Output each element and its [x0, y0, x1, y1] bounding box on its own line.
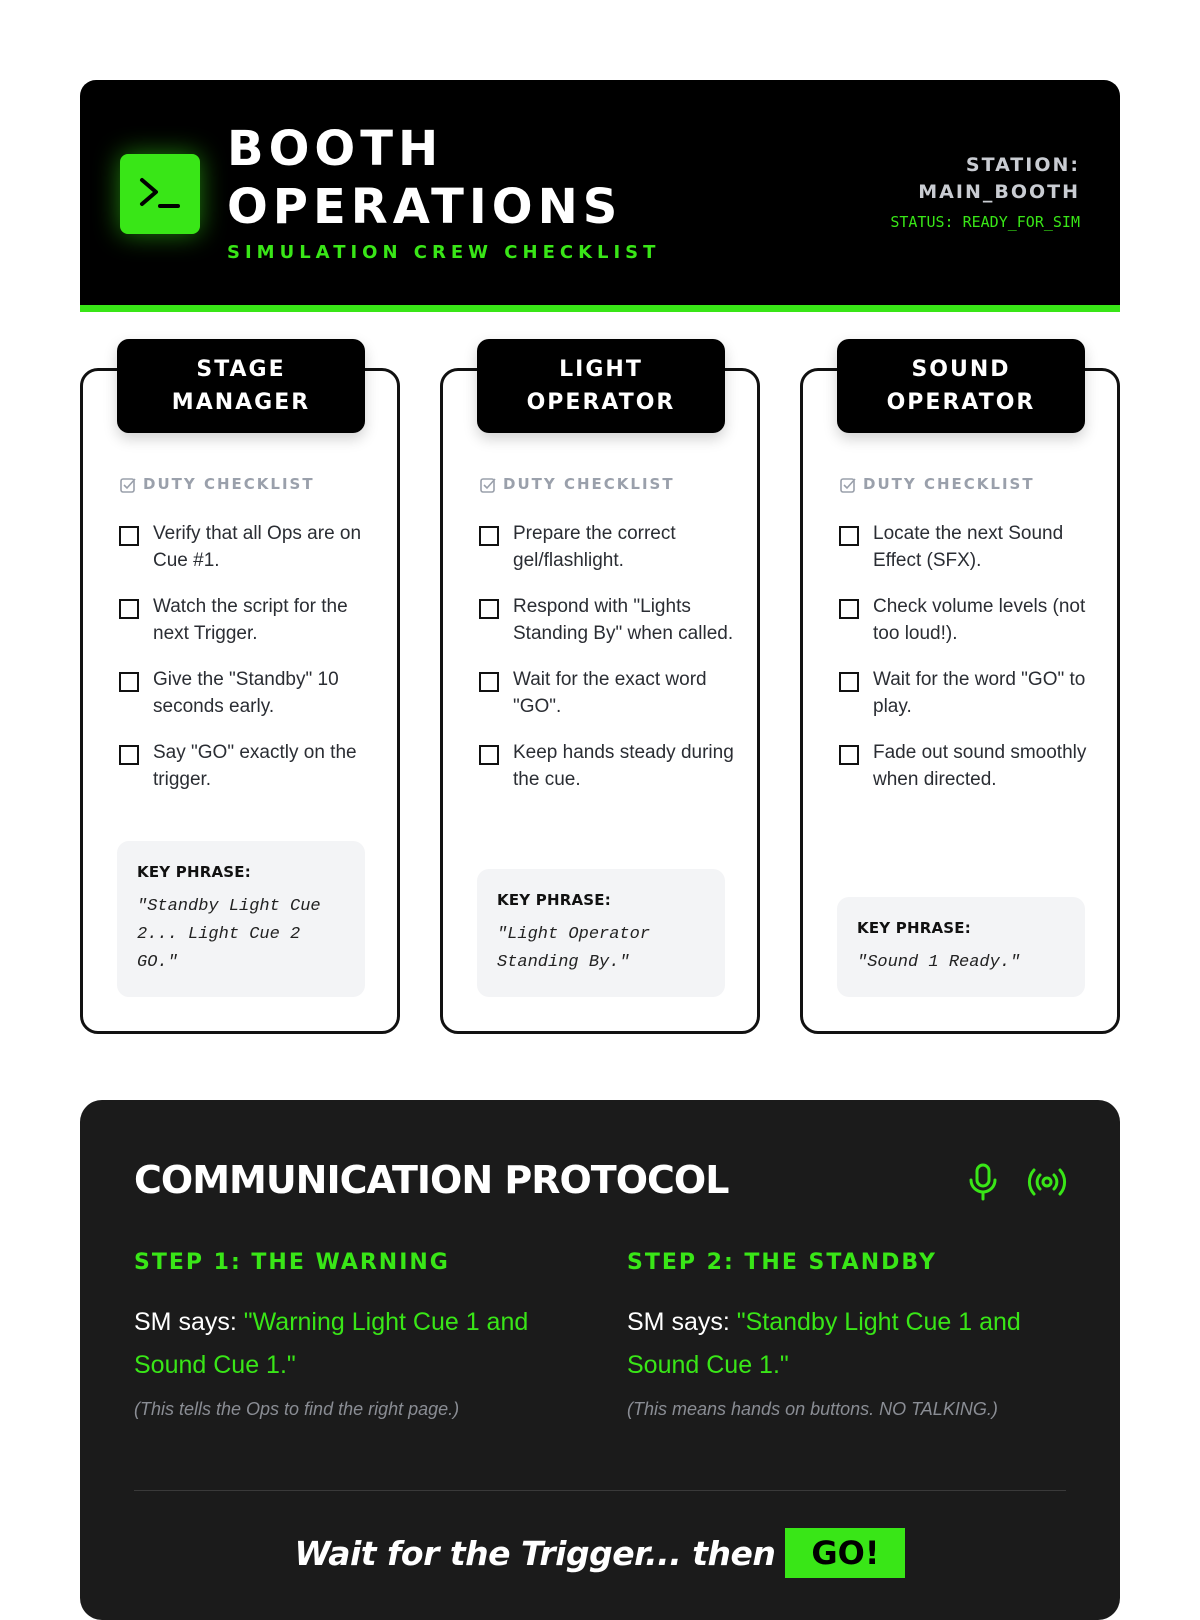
step-quote: "Warning Light Cue 1 and Sound Cue 1.": [134, 1308, 529, 1379]
duty-checklist: [839, 521, 1095, 813]
checklist-item-text: Watch the script for the next Trigger.: [153, 596, 348, 644]
key-phrase-label: KEY PHRASE:: [137, 863, 251, 881]
checkbox-check-icon: [839, 476, 857, 494]
step-instruction: [627, 1301, 1067, 1387]
checkbox[interactable]: [479, 745, 499, 765]
role-card-stage-manager: [80, 357, 400, 1034]
checkbox[interactable]: [119, 745, 139, 765]
checklist-item[interactable]: [119, 740, 375, 793]
role-title: [837, 339, 1085, 433]
trigger-text: Wait for the Trigger... then: [294, 1533, 776, 1573]
key-phrase-box: [117, 841, 365, 997]
trigger-line: [80, 1528, 1120, 1578]
checklist-item[interactable]: [839, 740, 1095, 793]
checkbox[interactable]: [479, 526, 499, 546]
checklist-item-text: Fade out sound smoothly when directed.: [873, 742, 1087, 790]
checklist-heading: [119, 473, 315, 494]
checklist-item[interactable]: [479, 521, 735, 574]
role-title-line-2: OPERATOR: [886, 390, 1036, 415]
checklist-heading-label: DUTY CHECKLIST: [503, 474, 675, 493]
role-title-line-1: STAGE: [196, 357, 286, 382]
protocol-title: COMMUNICATION PROTOCOL: [134, 1158, 729, 1202]
step-label: STEP 1: THE WARNING: [134, 1250, 450, 1275]
station-line-2: MAIN_BOOTH: [918, 181, 1080, 203]
step-instruction: [134, 1301, 574, 1387]
role-title: [477, 339, 725, 433]
page-title: [227, 120, 622, 236]
checklist-item-text: Check volume levels (not too loud!).: [873, 596, 1086, 644]
step-label: STEP 2: THE STANDBY: [627, 1250, 937, 1275]
duty-checklist: [479, 521, 735, 813]
role-title-line-2: MANAGER: [171, 390, 311, 415]
step-note: (This means hands on buttons. NO TALKING.): [627, 1399, 998, 1419]
step-note: (This tells the Ops to find the right page.): [134, 1399, 460, 1419]
role-card-light-operator: [440, 357, 760, 1034]
checklist-item-text: Wait for the word "GO" to play.: [873, 669, 1086, 717]
checklist-item-text: Respond with "Lights Standing By" when called.: [513, 596, 734, 644]
checkbox[interactable]: [479, 599, 499, 619]
title-line-1: BOOTH: [227, 121, 444, 177]
checklist-item[interactable]: [479, 740, 735, 793]
role-title-line-2: OPERATOR: [526, 390, 676, 415]
checkbox[interactable]: [839, 672, 859, 692]
key-phrase-label: KEY PHRASE:: [857, 919, 971, 937]
title-line-2: OPERATIONS: [227, 179, 623, 235]
status-readout: STATUS: READY_FOR_SIM: [890, 213, 1080, 231]
checklist-item[interactable]: [479, 667, 735, 720]
role-title: [117, 339, 365, 433]
step-prefix: SM says:: [134, 1308, 237, 1336]
checklist-item[interactable]: [479, 594, 735, 647]
key-phrase-box: [837, 897, 1085, 997]
checkbox-check-icon: [119, 476, 137, 494]
checklist-item-text: Say "GO" exactly on the trigger.: [153, 742, 357, 790]
checklist-item[interactable]: [119, 521, 375, 574]
checklist-item-text: Keep hands steady during the cue.: [513, 742, 734, 790]
broadcast-icon: [1026, 1162, 1068, 1202]
checklist-item[interactable]: [839, 667, 1095, 720]
key-phrase-text: "Standby Light Cue 2... Light Cue 2 GO.": [137, 897, 321, 972]
checkbox[interactable]: [119, 526, 139, 546]
checkbox[interactable]: [119, 672, 139, 692]
key-phrase-text: "Sound 1 Ready.": [857, 953, 1021, 972]
checklist-heading: [479, 473, 675, 494]
checklist-heading: [839, 473, 1035, 494]
go-badge: GO!: [785, 1528, 905, 1578]
key-phrase-label: KEY PHRASE:: [497, 891, 611, 909]
checklist-item-text: Give the "Standby" 10 seconds early.: [153, 669, 339, 717]
key-phrase-text: "Light Operator Standing By.": [497, 925, 651, 972]
page-subtitle: SIMULATION CREW CHECKLIST: [227, 242, 661, 263]
station-line-1: STATION:: [965, 154, 1080, 176]
communication-protocol-panel: [80, 1100, 1120, 1620]
microphone-icon: [966, 1162, 1000, 1202]
role-title-line-1: LIGHT: [559, 357, 643, 382]
logo-badge: [120, 154, 200, 234]
checklist-item[interactable]: [119, 594, 375, 647]
checklist-item-text: Locate the next Sound Effect (SFX).: [873, 523, 1064, 571]
checklist-heading-label: DUTY CHECKLIST: [143, 474, 315, 493]
checkbox[interactable]: [839, 745, 859, 765]
key-phrase-box: [477, 869, 725, 997]
protocol-step-2: [627, 1250, 1067, 1420]
role-card-sound-operator: [800, 357, 1120, 1034]
duty-checklist: [119, 521, 375, 813]
checkbox[interactable]: [479, 672, 499, 692]
checklist-item[interactable]: [119, 667, 375, 720]
checklist-item-text: Prepare the correct gel/flashlight.: [513, 523, 676, 571]
protocol-divider: [134, 1490, 1066, 1491]
checklist-item-text: Wait for the exact word "GO".: [513, 669, 707, 717]
terminal-icon: [138, 174, 182, 214]
checklist-item-text: Verify that all Ops are on Cue #1.: [153, 523, 362, 571]
checkbox[interactable]: [839, 599, 859, 619]
checklist-heading-label: DUTY CHECKLIST: [863, 474, 1035, 493]
station-label: [860, 152, 1080, 206]
role-title-line-1: SOUND: [911, 357, 1011, 382]
header-banner: [80, 80, 1120, 312]
step-quote: "Standby Light Cue 1 and Sound Cue 1.": [627, 1308, 1021, 1379]
checklist-item[interactable]: [839, 594, 1095, 647]
protocol-icons: [966, 1162, 1068, 1202]
step-prefix: SM says:: [627, 1308, 730, 1336]
checkbox[interactable]: [119, 599, 139, 619]
checkbox[interactable]: [839, 526, 859, 546]
protocol-step-1: [134, 1250, 574, 1420]
checklist-item[interactable]: [839, 521, 1095, 574]
checkbox-check-icon: [479, 476, 497, 494]
